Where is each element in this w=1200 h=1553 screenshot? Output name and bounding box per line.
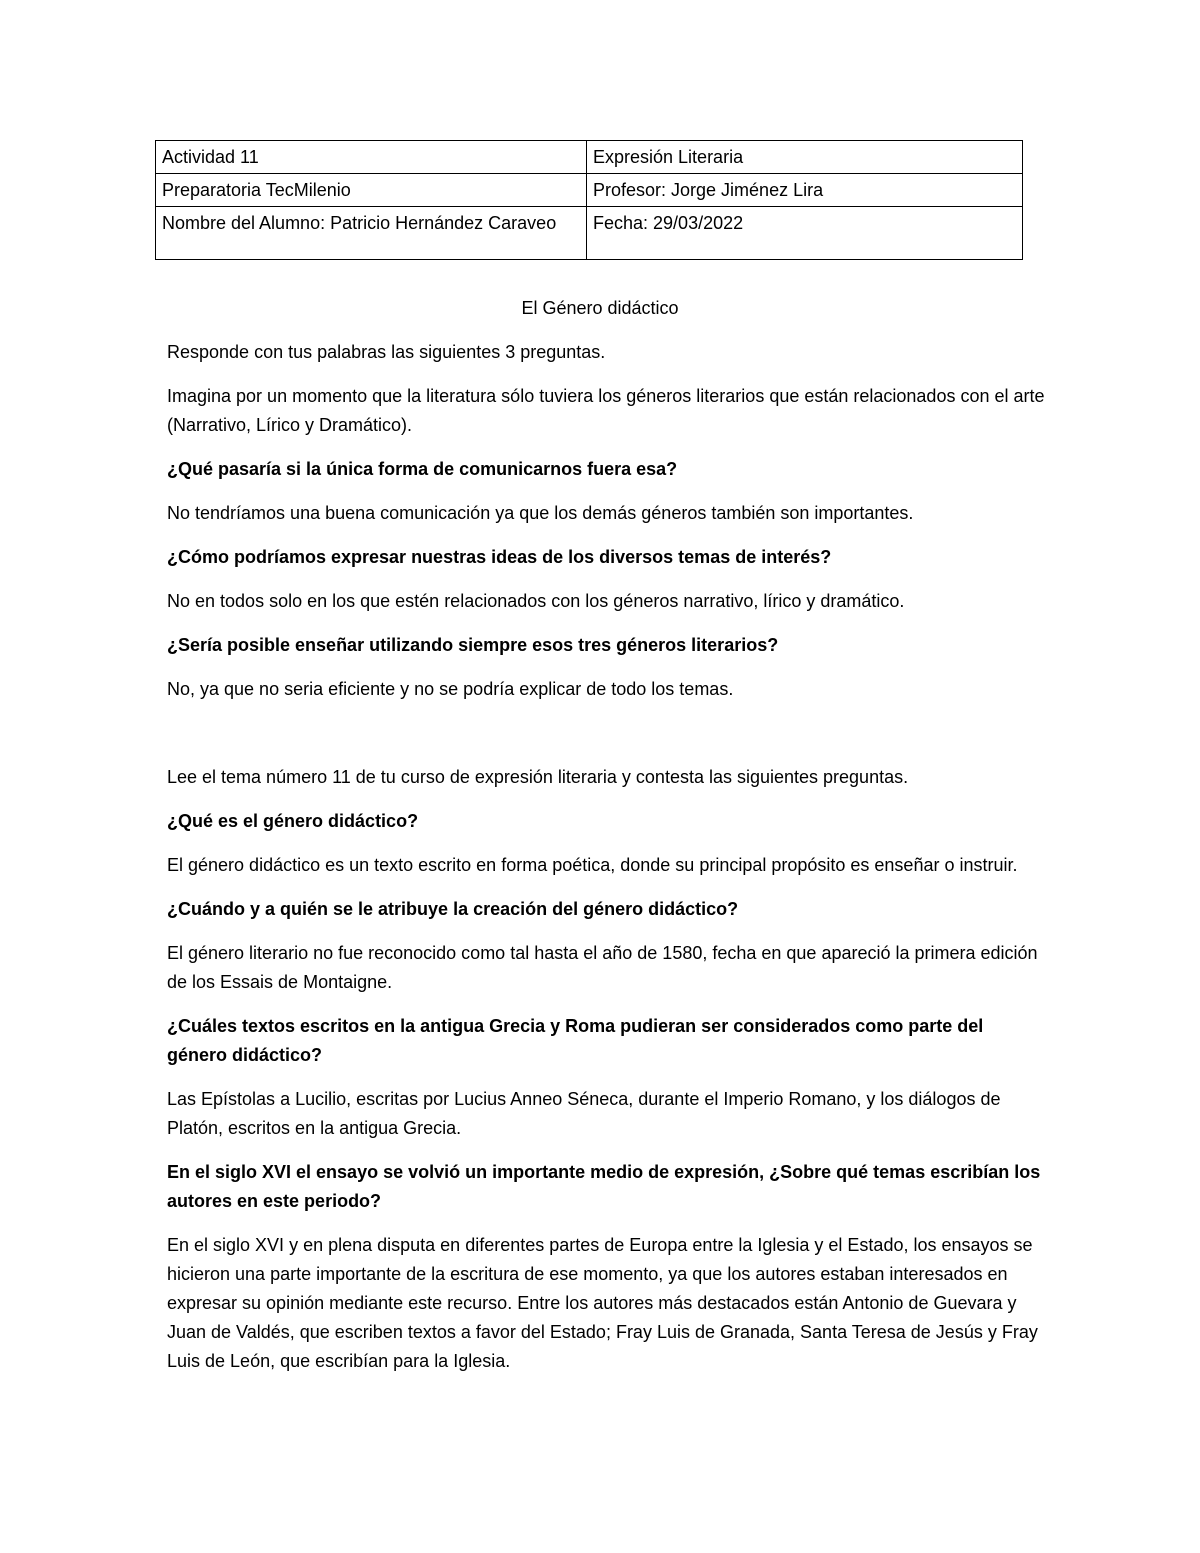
question-4: ¿Qué es el género didáctico? [167, 811, 419, 831]
subject-cell: Expresión Literaria [587, 141, 1023, 174]
section1-intro: Imagina por un momento que la literatura sólo tuviera los géneros literarios que están relacionados con el arte (Narrativo, Lírico y Dramático). [167, 386, 1045, 435]
document-title: El Género didáctico [521, 298, 679, 318]
question-2: ¿Cómo podríamos expresar nuestras ideas de los diversos temas de interés? [167, 547, 832, 567]
document-body [167, 294, 1047, 1391]
answer-6: Las Epístolas a Lucilio, escritas por Lucius Anneo Séneca, durante el Imperio Romano, y los diálogos de Platón, escritos en la antigua Grecia. [167, 1089, 1001, 1138]
question-7: En el siglo XVI el ensayo se volvió un importante medio de expresión, ¿Sobre qué temas escribían los autores en este periodo? [167, 1162, 1041, 1211]
date-cell: Fecha: 29/03/2022 [587, 207, 1023, 260]
answer-2: No en todos solo en los que estén relacionados con los géneros narrativo, lírico y dramático. [167, 591, 905, 611]
answer-4: El género didáctico es un texto escrito en forma poética, donde su principal propósito es enseñar o instruir. [167, 855, 1018, 875]
section-spacer [167, 719, 1047, 763]
answer-3: No, ya que no seria eficiente y no se podría explicar de todo los temas. [167, 679, 734, 699]
question-5: ¿Cuándo y a quién se le atribuye la creación del género didáctico? [167, 899, 739, 919]
answer-5: El género literario no fue reconocido como tal hasta el año de 1580, fecha en que apareció la primera edición de los Essais de Montaigne. [167, 943, 1038, 992]
activity-cell: Actividad 11 [156, 141, 587, 174]
header-row [156, 141, 1023, 174]
answer-1: No tendríamos una buena comunicación ya que los demás géneros también son importantes. [167, 503, 914, 523]
header-row [156, 207, 1023, 260]
school-cell: Preparatoria TecMilenio [156, 174, 587, 207]
section1-instruction: Responde con tus palabras las siguientes 3 preguntas. [167, 342, 606, 362]
header-table [155, 140, 1023, 260]
student-name-cell: Nombre del Alumno: Patricio Hernández Caraveo [156, 207, 587, 260]
question-1: ¿Qué pasaría si la única forma de comunicarnos fuera esa? [167, 459, 678, 479]
teacher-cell: Profesor: Jorge Jiménez Lira [587, 174, 1023, 207]
question-6: ¿Cuáles textos escritos en la antigua Grecia y Roma pudieran ser considerados como parte del género didáctico? [167, 1016, 984, 1065]
answer-7: En el siglo XVI y en plena disputa en diferentes partes de Europa entre la Iglesia y el Estado, los ensayos se hicieron una parte importante de la escritura de ese momento, ya que los autores estaban interesados en expresar su opinión mediante este recurso. Entre los autores más destacados están Antonio de Guevara y Juan de Valdés, que escriben textos a favor del Estado; Fray Luis de Granada, Santa Teresa de Jesús y Fray Luis de León, que escribían para la Iglesia. [167, 1235, 1038, 1371]
section2-instruction: Lee el tema número 11 de tu curso de expresión literaria y contesta las siguientes preguntas. [167, 767, 909, 787]
header-row [156, 174, 1023, 207]
question-3: ¿Sería posible enseñar utilizando siempre esos tres géneros literarios? [167, 635, 779, 655]
